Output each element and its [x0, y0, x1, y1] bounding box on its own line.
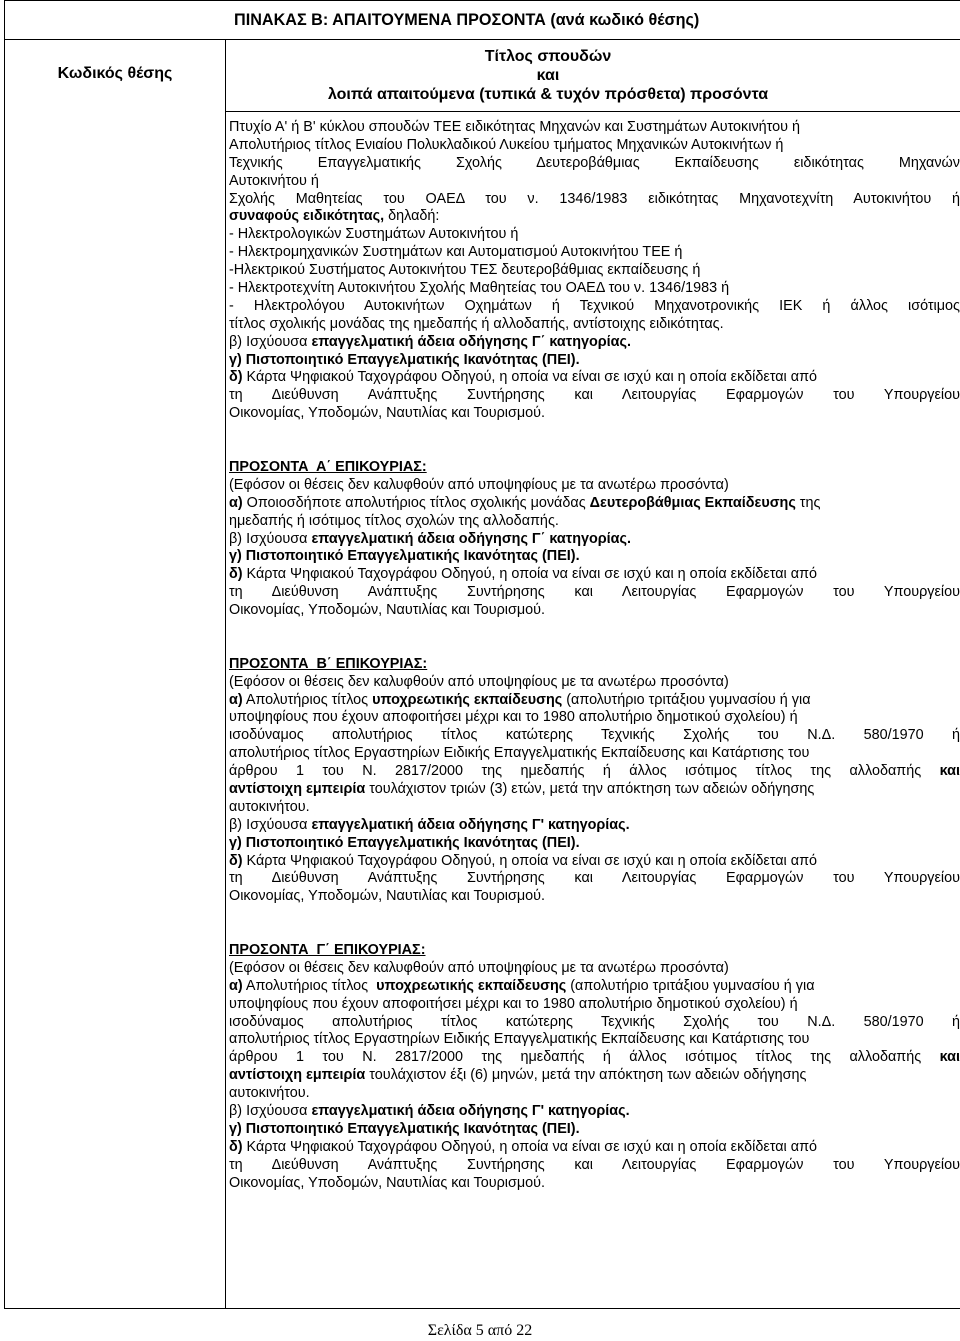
spacer — [229, 906, 960, 942]
section-a-pei-line: γ) Πιστοποιητικό Επαγγελματικής Ικανότητας (ΠΕΙ). — [229, 548, 580, 565]
section-a-line: Οικονομίας, Υποδομών, Ναυτιλίας και Τουρισμού. — [229, 602, 546, 619]
spacer — [229, 423, 960, 459]
section-b-line: Οικονομίας, Υποδομών, Ναυτιλίας και Τουρισμού. — [229, 888, 546, 905]
section-b-line: αυτοκινήτου. — [229, 798, 310, 815]
section-c-line: άρθρου 1 του Ν. 2817/2000 της ημεδαπής ή άλλος ισότιμος τίτλος της αλλοδαπής και — [229, 1049, 960, 1066]
section-a-tachograph-line: δ) Κάρτα Ψηφιακού Ταχογράφου Οδηγού, η οποία να είναι σε ισχύ και η οποία εκδίδεται από — [229, 566, 818, 583]
section-c-line: αντίστοιχη εμπειρία τουλάχιστον έξι (6) μηνών, μετά την απόκτηση των αδειών οδήγησης — [229, 1067, 807, 1084]
main-line: Τεχνικής Επαγγελματικής Σχολής Δευτεροβάθμιας Εκπαίδευσης ειδικότητας Μηχανών — [229, 154, 960, 171]
section-b-line: άρθρου 1 του Ν. 2817/2000 της ημεδαπής ή άλλος ισότιμος τίτλος της αλλοδαπής και — [229, 763, 960, 780]
section-b-line: α) Απολυτήριος τίτλος υποχρεωτικής εκπαίδευσης (απολυτήριο τριτάξιου γυμνασίου ή για — [229, 691, 811, 708]
requirements-body — [229, 119, 960, 1192]
section-a-heading: ΠΡΟΣΟΝΤΑ Α΄ ΕΠΙΚΟΥΡΙΑΣ: — [229, 458, 427, 475]
section-b-tachograph-line: δ) Κάρτα Ψηφιακού Ταχογράφου Οδηγού, η οποία να είναι σε ισχύ και η οποία εκδίδεται από — [229, 852, 818, 869]
main-pei-line: γ) Πιστοποιητικό Επαγγελματικής Ικανότητας (ΠΕΙ). — [229, 351, 580, 368]
section-c-tachograph-line: δ) Κάρτα Ψηφιακού Ταχογράφου Οδηγού, η οποία να είναι σε ισχύ και η οποία εκδίδεται από — [229, 1138, 818, 1155]
main-line: - Ηλεκτρολογικών Συστημάτων Αυτοκινήτου ή — [229, 226, 519, 243]
related-specialty-bold: συναφούς ειδικότητας, — [229, 208, 385, 225]
column-divider — [225, 40, 226, 1308]
study-header-line-3: λοιπά απαιτούμενα (τυπικά & τυχόν πρόσθετα) προσόντα — [327, 86, 769, 104]
page-of-label: από — [487, 1322, 513, 1339]
section-a-license-line: β) Ισχύουσα επαγγελματική άδεια οδήγησης Γ΄ κατηγορίας. — [229, 530, 632, 547]
table-title-row — [5, 1, 960, 40]
position-code-header: Κωδικός θέσης — [57, 65, 173, 82]
table-title: ΠΙΝΑΚΑΣ Β: ΑΠΑΙΤΟΥΜΕΝΑ ΠΡΟΣΟΝΤΑ (ανά κωδικό θέσης) — [234, 11, 700, 29]
main-tachograph-line: δ) Κάρτα Ψηφιακού Ταχογράφου Οδηγού, η οποία να είναι σε ισχύ και η οποία εκδίδεται από — [229, 369, 818, 386]
section-a-note: (Εφόσον οι θέσεις δεν καλυφθούν από υποψηφίους με τα ανωτέρω προσόντα) — [229, 476, 729, 493]
section-c-line: ισοδύναμος απολυτήριος τίτλος κατώτερης Τεχνικής Σχολής του Ν.Δ. 580/1970 ή — [229, 1013, 960, 1030]
section-b-license-line: β) Ισχύουσα επαγγελματική άδεια οδήγησης Γ' κατηγορίας. — [229, 816, 630, 833]
section-b-note: (Εφόσον οι θέσεις δεν καλυφθούν από υποψηφίους με τα ανωτέρω προσόντα) — [229, 673, 729, 690]
main-line: Αυτοκινήτου ή — [229, 172, 319, 189]
main-line: Οικονομίας, Υποδομών, Ναυτιλίας και Τουρισμού. — [229, 405, 546, 422]
section-c-license-line: β) Ισχύουσα επαγγελματική άδεια οδήγησης Γ' κατηγορίας. — [229, 1103, 630, 1120]
section-c-line: απολυτήριος τίτλος Εργαστηρίων Ειδικής Επαγγελματικής Εκπαίδευσης και Κατάρτισης του — [229, 1031, 810, 1048]
study-title-header — [226, 47, 870, 105]
section-b-line: ισοδύναμος απολυτήριος τίτλος κατώτερης Τεχνικής Σχολής του Ν.Δ. 580/1970 ή — [229, 727, 960, 744]
page-footer — [0, 1322, 960, 1340]
section-c-line: υποψηφίους που έχουν αποφοιτήσει μέχρι και το 1980 απολυτήριο δημοτικού σχολείου) ή — [229, 995, 798, 1012]
section-c-line: αυτοκινήτου. — [229, 1085, 310, 1102]
section-b-line: τη Διεύθυνση Ανάπτυξης Συντήρησης και Λειτουργίας Εφαρμογών του Υπουργείου — [229, 870, 960, 887]
section-b-pei-line: γ) Πιστοποιητικό Επαγγελματικής Ικανότητας (ΠΕΙ). — [229, 834, 580, 851]
section-b-line: αντίστοιχη εμπειρία τουλάχιστον τριών (3) ετών, μετά την απόκτηση των αδειών οδήγησης — [229, 780, 815, 797]
main-line: - Ηλεκτρομηχανικών Συστημάτων και Αυτοματισμού Αυτοκινήτου ΤΕΕ ή — [229, 244, 683, 261]
section-c-line: α) Απολυτήριος τίτλος υποχρεωτικής εκπαίδευσης (απολυτήριο τριτάξιου γυμνασίου ή για — [229, 977, 815, 994]
study-header-line-1: Τίτλος σπουδών — [484, 48, 612, 65]
page-number: 5 — [475, 1322, 484, 1339]
section-a-line: τη Διεύθυνση Ανάπτυξης Συντήρησης και Λειτουργίας Εφαρμογών του Υπουργείου — [229, 584, 960, 601]
spacer — [229, 620, 960, 656]
section-b-line: απολυτήριος τίτλος Εργαστηρίων Ειδικής Επαγγελματικής Εκπαίδευσης και Κατάρτισης του — [229, 745, 810, 762]
study-header-line-2: και — [536, 67, 560, 85]
section-b-heading: ΠΡΟΣΟΝΤΑ Β΄ ΕΠΙΚΟΥΡΙΑΣ: — [229, 655, 428, 672]
main-line: Σχολής Μαθητείας του ΟΑΕΔ του ν. 1346/1983 ειδικότητας Μηχανοτεχνίτη Αυτοκινήτου ή — [229, 190, 960, 207]
section-c-pei-line: γ) Πιστοποιητικό Επαγγελματικής Ικανότητας (ΠΕΙ). — [229, 1120, 580, 1137]
main-line: τίτλος σχολικής μονάδας της ημεδαπής ή αλλοδαπής, αντίστοιχης ειδικότητας. — [229, 315, 724, 332]
header-divider — [225, 111, 960, 112]
section-c-line: τη Διεύθυνση Ανάπτυξης Συντήρησης και Λειτουργίας Εφαρμογών του Υπουργείου — [229, 1156, 960, 1173]
main-line: συναφούς ειδικότητας, δηλαδή: — [229, 208, 440, 225]
section-c-heading: ΠΡΟΣΟΝΤΑ Γ΄ ΕΠΙΚΟΥΡΙΑΣ: — [229, 942, 426, 959]
section-a-line: ημεδαπής ή ισότιμος τίτλος σχολών της αλλοδαπής. — [229, 512, 559, 529]
page-total: 22 — [516, 1322, 533, 1339]
main-license-line: β) Ισχύουσα επαγγελματική άδεια οδήγησης Γ΄ κατηγορίας. — [229, 333, 632, 350]
section-c-note: (Εφόσον οι θέσεις δεν καλυφθούν από υποψηφίους με τα ανωτέρω προσόντα) — [229, 959, 729, 976]
main-line: - Ηλεκτροτεχνίτη Αυτοκινήτου Σχολής Μαθητείας του ΟΑΕΔ του ν. 1346/1983 ή — [229, 280, 730, 297]
main-line: Πτυχίο Α' ή Β' κύκλου σπουδών ΤΕΕ ειδικότητας Μηχανών και Συστημάτων Αυτοκινήτου ή — [229, 119, 801, 135]
section-a-line: α) Οποιοσδήποτε απολυτήριος τίτλος σχολικής μονάδας Δευτεροβάθμιας Εκπαίδευσης της — [229, 494, 821, 511]
section-c-line: Οικονομίας, Υποδομών, Ναυτιλίας και Τουρισμού. — [229, 1174, 546, 1191]
main-line: Απολυτήριος τίτλος Ενιαίου Πολυκλαδικού Λυκείου τμήματος Μηχανικών Αυτοκινήτων ή — [229, 136, 784, 153]
main-line: - Ηλεκτρολόγου Αυτοκινήτων Οχημάτων ή Τεχνικού Μηχανοτρονικής ΙΕΚ ή άλλος ισότιμος — [229, 297, 960, 314]
main-line: τη Διεύθυνση Ανάπτυξης Συντήρησης και Λειτουργίας Εφαρμογών του Υπουργείου — [229, 387, 960, 404]
page-label: Σελίδα — [427, 1322, 472, 1339]
main-line: -Ηλεκτρικού Συστήματος Αυτοκινήτου ΤΕΣ δευτεροβάθμιας εκπαίδευσης ή — [229, 262, 701, 279]
section-b-line: υποψηφίους που έχουν αποφοιτήσει μέχρι και το 1980 απολυτήριο δημοτικού σχολείου) ή — [229, 709, 798, 726]
